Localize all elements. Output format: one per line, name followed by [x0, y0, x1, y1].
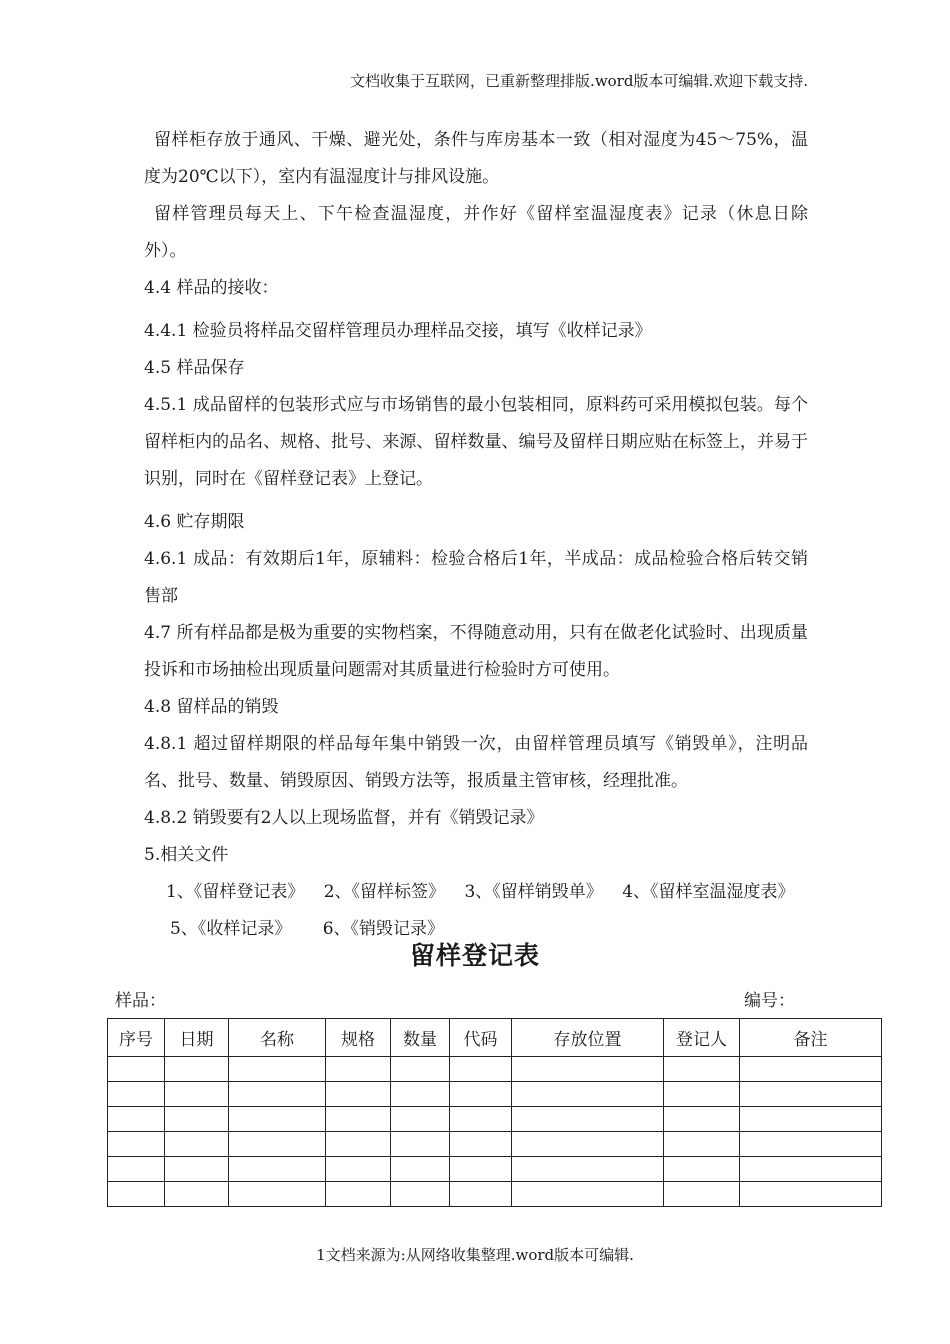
column-header: 备注 — [740, 1019, 882, 1057]
table-row — [108, 1157, 882, 1182]
sample-label: 样品： — [115, 991, 166, 1011]
table-row — [108, 1057, 882, 1082]
paragraph-4-5-1: 4.5.1 成品留样的包装形式应与市场销售的最小包装相同，原料药可采用模拟包装。每个留样柜内的品名、规格、批号、来源、留样数量、编号及留样日期应贴在标签上，并易于识别，同时在《留样登记表》上登记。 — [144, 395, 808, 489]
table-body — [108, 1057, 882, 1207]
paragraph-4-7: 4.7 所有样品都是极为重要的实物档案，不得随意动用，只有在做老化试验时、出现质量投诉和市场抽检出现质量问题需对其质量进行检验时方可使用。 — [144, 623, 808, 680]
form-title: 留样登记表 — [409, 941, 540, 970]
column-header: 名称 — [229, 1019, 326, 1057]
header-note: 文档收集于互联网，已重新整理排版.word版本可编辑.欢迎下载支持. — [350, 72, 808, 90]
column-header: 存放位置 — [512, 1019, 664, 1057]
related-doc-item: 1、《留样登记表》 — [166, 882, 305, 902]
column-header: 规格 — [326, 1019, 391, 1057]
table-row — [108, 1107, 882, 1132]
section-heading-4-4: 4.4 样品的接收： — [144, 278, 279, 298]
related-doc-item: 4、《留样室温湿度表》 — [622, 882, 795, 902]
column-header: 日期 — [165, 1019, 229, 1057]
related-doc-item: 5、《收样记录》 — [170, 919, 292, 939]
document-body — [144, 122, 808, 948]
section-heading-4-6: 4.6 贮存期限 — [144, 512, 245, 532]
form-meta — [115, 986, 795, 1011]
paragraph-storage-conditions: 留样柜存放于通风、干燥、避光处，条件与库房基本一致（相对湿度为45～75%，温度为20℃以下），室内有温湿度计与排风设施。 — [144, 130, 808, 187]
section-heading-4-8: 4.8 留样品的销毁 — [144, 697, 279, 717]
paragraph-4-6-1: 4.6.1 成品：有效期后1年，原辅料：检验合格后1年，半成品：成品检验合格后转交销售部 — [144, 549, 808, 606]
table-row — [108, 1182, 882, 1207]
paragraph-4-4-1: 4.4.1 检验员将样品交留样管理员办理样品交接，填写《收样记录》 — [144, 321, 652, 341]
column-header: 登记人 — [664, 1019, 740, 1057]
table-row — [108, 1082, 882, 1107]
related-doc-item: 3、《留样销毁单》 — [464, 882, 603, 902]
table-row — [108, 1132, 882, 1157]
section-heading-5: 5.相关文件 — [144, 845, 229, 865]
table-header-row — [108, 1019, 882, 1057]
related-docs-row-1 — [144, 874, 808, 911]
column-header: 数量 — [391, 1019, 450, 1057]
column-header: 代码 — [450, 1019, 512, 1057]
related-doc-item: 6、《销毁记录》 — [322, 919, 445, 939]
paragraph-4-8-2: 4.8.2 销毁要有2人以上现场监督，并有《销毁记录》 — [144, 808, 544, 828]
paragraph-4-8-1: 4.8.1 超过留样期限的样品每年集中销毁一次，由留样管理员填写《销毁单》，注明品名、批号、数量、销毁原因、销毁方法等，报质量主管审核，经理批准。 — [144, 734, 808, 791]
paragraph-humidity-check: 留样管理员每天上、下午检查温湿度，并作好《留样室温湿度表》记录（休息日除外）。 — [144, 204, 808, 261]
registration-table — [107, 1018, 882, 1207]
column-header: 序号 — [108, 1019, 165, 1057]
footer-note: 1文档来源为:从网络收集整理.word版本可编辑. — [316, 1246, 634, 1264]
section-heading-4-5: 4.5 样品保存 — [144, 358, 245, 378]
number-label: 编号： — [744, 991, 795, 1011]
related-doc-item: 2、《留样标签》 — [323, 882, 446, 902]
